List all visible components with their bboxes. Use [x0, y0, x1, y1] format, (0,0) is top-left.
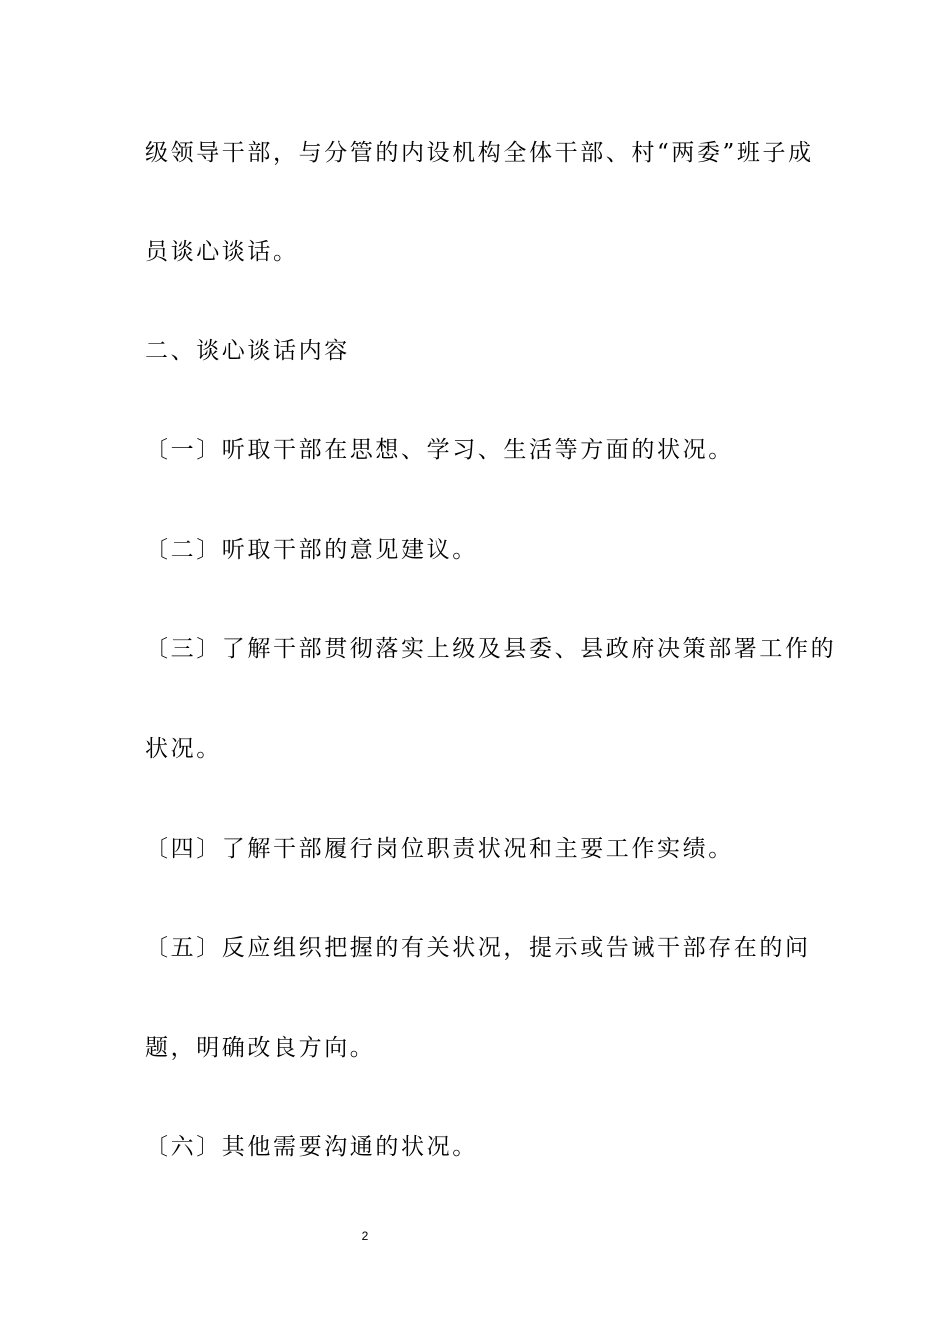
paragraph-line: 题，明确改良方向。	[145, 1035, 376, 1061]
list-item: 〔四〕了解干部履行岗位职责状况和主要工作实绩。	[145, 836, 734, 862]
list-item: 〔一〕听取干部在思想、学习、生活等方面的状况。	[145, 437, 734, 463]
list-item: 〔六〕其他需要沟通的状况。	[145, 1134, 478, 1160]
section-heading: 二、谈心谈话内容	[145, 338, 350, 364]
page-number: 2	[361, 1229, 369, 1243]
paragraph-line: 员谈心谈话。	[145, 239, 299, 265]
list-item: 〔二〕听取干部的意见建议。	[145, 537, 478, 563]
list-item: 〔五〕反应组织把握的有关状况，提示或告诫干部存在的问	[145, 935, 811, 961]
paragraph-line: 级领导干部，与分管的内设机构全体干部、村“两委”班子成	[145, 140, 814, 166]
list-item: 〔三〕了解干部贯彻落实上级及县委、县政府决策部署工作的	[145, 636, 837, 662]
paragraph-line: 状况。	[145, 736, 222, 762]
